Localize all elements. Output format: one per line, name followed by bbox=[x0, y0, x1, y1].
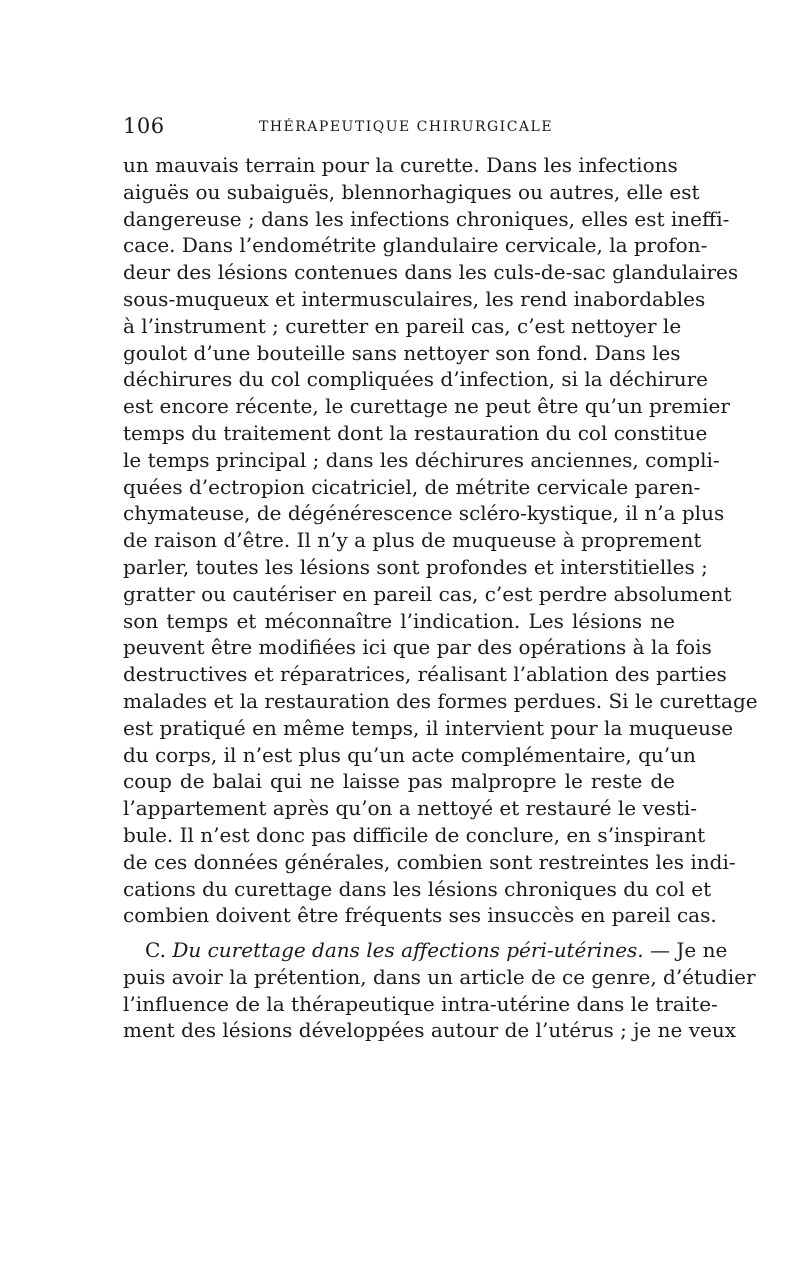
text-line: un mauvais terrain pour la curette. Dans les infections bbox=[123, 153, 678, 177]
text-line: de raison d’être. Il n’y a plus de muqueuse à proprement bbox=[123, 528, 702, 553]
text-line: cations du curettage dans les lésions chroniques du col et bbox=[123, 876, 712, 901]
running-title: THÉRAPEUTIQUE CHIRURGICALE bbox=[259, 119, 554, 135]
text-line: dangereuse ; dans les infections chroniques, elles est ineffi- bbox=[123, 206, 730, 231]
text-line: le temps principal ; dans les déchirures anciennes, compli- bbox=[123, 447, 720, 472]
text-line: est pratiqué en même temps, il intervient pour la muqueuse bbox=[123, 715, 734, 740]
text-line: peuvent être modifiées ici que par des opérations à la fois bbox=[123, 635, 712, 660]
section-c bbox=[123, 937, 756, 1044]
text-line: combien doivent être fréquents ses insuccès en pareil cas. bbox=[123, 903, 717, 928]
text-line: coup de balai qui ne laisse pas malpropre le reste de bbox=[123, 769, 675, 794]
text-line: parler, toutes les lésions sont profondes et interstitielles ; bbox=[123, 554, 708, 579]
text-line: goulot d’une bouteille sans nettoyer son fond. Dans les bbox=[123, 340, 681, 365]
text-line: chymateuse, de dégénérescence scléro-kystique, il n’a plus bbox=[123, 501, 725, 526]
text-line: du corps, il n’est plus qu’un acte complémentaire, qu’un bbox=[123, 742, 696, 767]
text-line: déchirures du col compliquées d’infection, si la déchirure bbox=[123, 367, 708, 392]
text-line: son temps et méconnaître l’indication. Les lésions ne bbox=[123, 608, 675, 633]
text-line: quées d’ectropion cicatriciel, de métrite cervicale paren- bbox=[123, 474, 701, 499]
section-first-line-rest: — Je ne bbox=[650, 938, 728, 962]
text-line: bule. Il n’est donc pas difficile de conclure, en s’inspirant bbox=[123, 822, 706, 847]
text-line: de ces données générales, combien sont restreintes les indi- bbox=[123, 849, 736, 874]
paragraph-1 bbox=[123, 152, 758, 929]
text-line: temps du traitement dont la restauration du col constitue bbox=[123, 420, 708, 445]
text-line: puis avoir la prétention, dans un article de ce genre, d’étudier bbox=[123, 964, 756, 989]
text-line: ment des lésions développées autour de l’utérus ; je ne veux bbox=[123, 1018, 736, 1043]
section-heading-line bbox=[123, 937, 728, 964]
section-label: C. bbox=[145, 938, 166, 962]
text-line: sous-muqueux et intermusculaires, les rend inabordables bbox=[123, 286, 706, 311]
text-line: deur des lésions contenues dans les culs-de-sac glandulaires bbox=[123, 260, 739, 285]
text-line: l’appartement après qu’on a nettoyé et restauré le vesti- bbox=[123, 796, 698, 821]
section-title: Du curettage dans les affections péri-utérines. bbox=[172, 938, 644, 962]
text-line: à l’instrument ; curetter en pareil cas, c’est nettoyer le bbox=[123, 313, 682, 338]
text-line: cace. Dans l’endométrite glandulaire cervicale, la profon- bbox=[123, 233, 708, 258]
text-line: est encore récente, le curettage ne peut être qu’un premier bbox=[123, 394, 730, 419]
page-number: 106 bbox=[123, 114, 165, 138]
text-line: l’influence de la thérapeutique intra-utérine dans le traite- bbox=[123, 991, 718, 1016]
text-line: gratter ou cautériser en pareil cas, c’est perdre absolument bbox=[123, 581, 732, 606]
page-header bbox=[123, 114, 675, 144]
text-line: malades et la restauration des formes perdues. Si le curettage bbox=[123, 688, 758, 713]
text-line: aiguës ou subaiguës, blennorhagiques ou autres, elle est bbox=[123, 179, 700, 204]
text-line: destructives et réparatrices, réalisant l’ablation des parties bbox=[123, 662, 727, 687]
